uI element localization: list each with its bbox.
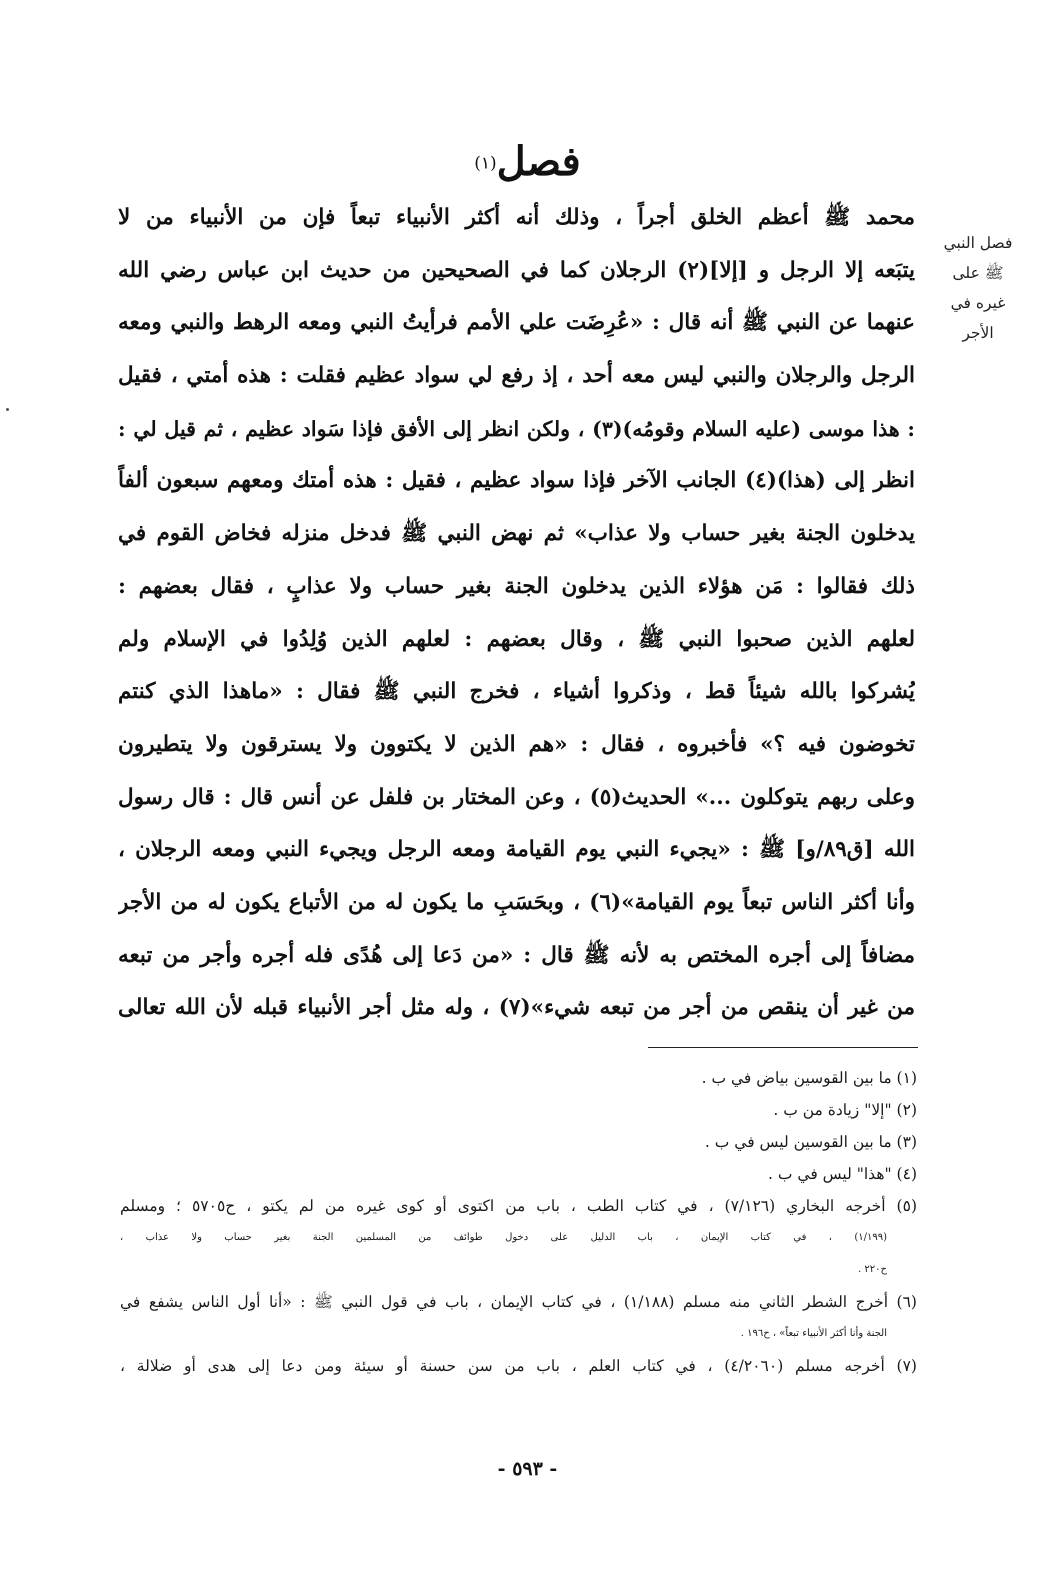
footnote-4: (٤) "هذا" ليس في ب . <box>768 1165 917 1183</box>
section-title <box>0 138 1055 185</box>
footnote-1: (١) ما بين القوسين بياض في ب . <box>701 1069 917 1087</box>
footnote-6-continuation: الجنة وأنا أكثر الأنبياء تبعاً» ، ح١٩٦ . <box>740 1328 887 1339</box>
margin-note <box>928 228 1028 348</box>
body-line: يُشركوا بالله شيئاً قط ، وذكروا أشياء ، فخرج النبي ﷺ فقال : «ماهذا الذي كنتم <box>118 679 915 705</box>
footnote-divider <box>648 1047 918 1048</box>
footnotes <box>120 1062 917 1382</box>
body-line: انظر إلى (هذا)(٤) الجانب الآخر فإذا سواد عظيم ، فقيل : هذه أمتك ومعهم سبعون ألفاً <box>118 468 915 494</box>
body-line: ذلك فقالوا : مَن هؤلاء الذين يدخلون الجنة بغير حساب ولا عذابٍ ، فقال بعضهم : <box>118 573 915 599</box>
footnote-7: (٧) أخرجه مسلم (٤/٢٠٦٠) ، في كتاب العلم ، باب من سن حسنة أو سيئة ومن دعا إلى هدى أو ضلالة ، <box>120 1357 917 1375</box>
body-line: مضافاً إلى أجره المختص به لأنه ﷺ قال : «من دَعا إلى هُدًى فله أجره وأجر من تبعه <box>118 942 915 968</box>
footnote-5: (٥) أخرجه البخاري (٧/١٢٦) ، في كتاب الطب ، باب من اكتوى أو كوى غيره من لم يكتو ، ح٥٧٠٥ ؛ ومسلم <box>120 1197 917 1215</box>
body-line: الرجل والرجلان والنبي ليس معه أحد ، إذ رفع لي سواد عظيم فقلت : هذه أمتي ، فقيل <box>118 363 915 389</box>
footnote-6: (٦) أخرج الشطر الثاني منه مسلم (١/١٨٨) ، في كتاب الإيمان ، باب في قول النبي ﷺ : «أنا أول الناس يشفع في <box>120 1293 917 1311</box>
body-line: عنهما عن النبي ﷺ أنه قال : «عُرِضَت علي الأمم فرأيتُ النبي ومعه الرهط والنبي ومعه <box>118 310 915 336</box>
page-number: - ٥٩٣ - <box>497 1458 558 1480</box>
body-line: لعلهم الذين صحبوا النبي ﷺ ، وقال بعضهم : لعلهم الذين وُلِدُوا في الإسلام ولم <box>118 626 915 652</box>
margin-note-line: ﷺ على <box>952 264 1004 282</box>
section-title-word: فصل <box>496 138 581 185</box>
body-line: وأنا أكثر الناس تبعاً يوم القيامة»(٦) ، وبحَسَبِ ما يكون له من الأتباع يكون له من الأجر <box>118 889 915 915</box>
scan-speck <box>6 408 9 411</box>
footnote-3: (٣) ما بين القوسين ليس في ب . <box>704 1133 917 1151</box>
body-line: يدخلون الجنة بغير حساب ولا عذاب» ثم نهض النبي ﷺ فدخل منزله فخاض القوم في <box>118 521 915 547</box>
body-line: يتبَعه إلا الرجل و [إلا](٢) الرجلان كما في الصحيحين من حديث ابن عباس رضي الله <box>118 257 915 283</box>
body-line: تخوضون فيه ؟» فأخبروه ، فقال : «هم الذين لا يكتوون ولا يسترقون ولا يتطيرون <box>118 731 915 757</box>
main-text <box>118 192 915 1035</box>
margin-note-line: فصل النبي <box>943 234 1013 252</box>
margin-note-line: الأجر <box>962 324 994 342</box>
body-line: : هذا موسى (عليه السلام وقومُه)(٣) ، ولكن انظر إلى الأفق فإذا سَواد عظيم ، ثم قيل لي : <box>118 416 915 441</box>
body-line: محمد ﷺ أعظم الخلق أجراً ، وذلك أنه أكثر الأنبياء تبعاً فإن من الأنبياء من لا <box>118 205 915 230</box>
title-footnote-marker: (١) <box>474 153 497 174</box>
footnote-2: (٢) "إلا" زيادة من ب . <box>773 1101 917 1119</box>
body-line: وعلى ربهم يتوكلون ...» الحديث(٥) ، وعن المختار بن فلفل عن أنس قال : قال رسول <box>118 784 915 810</box>
footnote-5-continuation: ح٢٢٠ . <box>858 1264 887 1275</box>
margin-note-line: غيره في <box>950 294 1006 312</box>
footnote-5-continuation: (١/١٩٩) ، في كتاب الإيمان ، باب الدليل على دخول طوائف من المسلمين الجنة بغير حساب ولا عذاب ، <box>120 1232 887 1243</box>
body-line: الله [ق٨٩/و] ﷺ : «يجيء النبي يوم القيامة ومعه الرجل ويجيء النبي ومعه الرجلان ، <box>118 837 915 863</box>
body-line: من غير أن ينقص من أجر من تبعه شيء»(٧) ، وله مثل أجر الأنبياء قبله لأن الله تعالى <box>118 995 915 1021</box>
